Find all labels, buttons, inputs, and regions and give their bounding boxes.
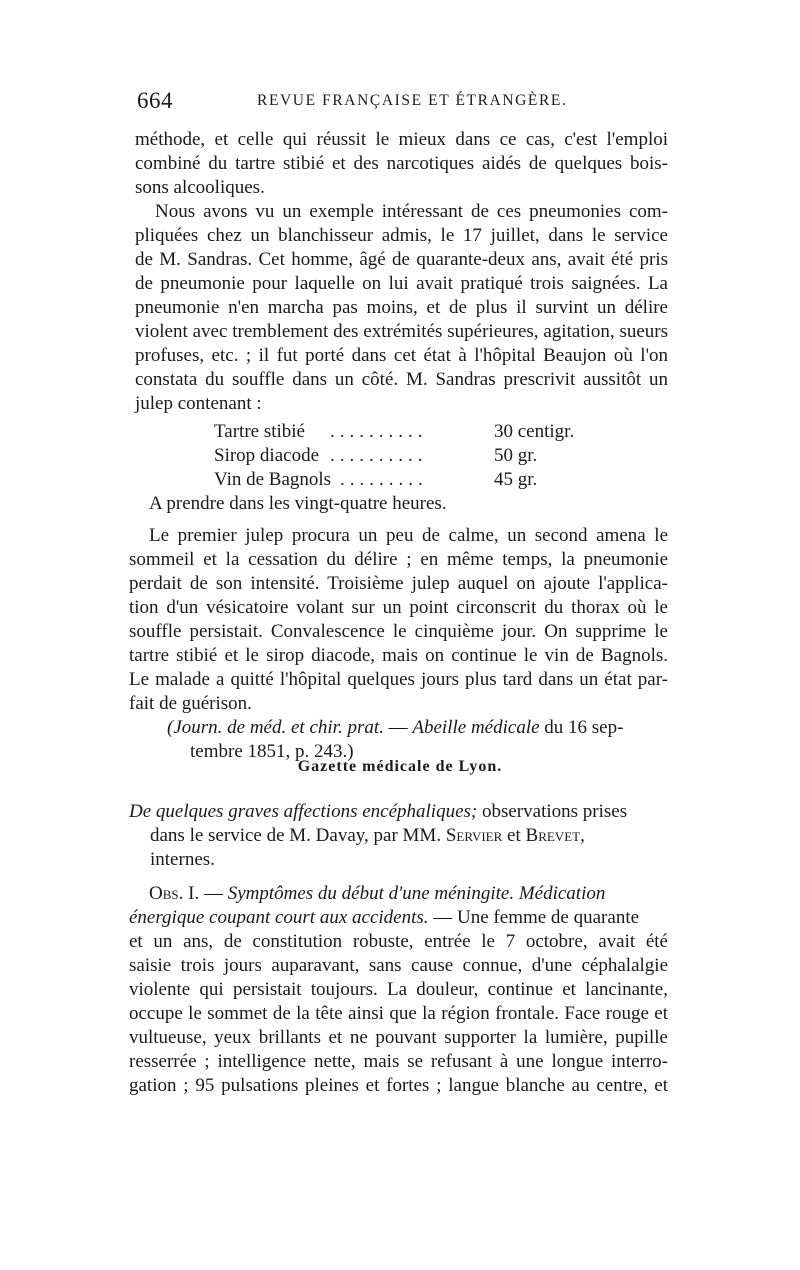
body-line: Nous avons vu un exemple intéressant de ces pneumonies com- xyxy=(155,201,668,222)
page-number: 664 xyxy=(137,88,173,113)
body-line: méthode, et celle qui réussit le mieux dans ce cas, c'est l'emploi xyxy=(135,129,668,150)
body-line: combiné du tartre stibié et des narcotiques aidés de quelques bois- xyxy=(135,153,668,174)
prescription-item-name: Vin de Bagnols xyxy=(214,469,332,490)
body-line: pneumonie n'en marcha pas moins, et de plus il survint un délire xyxy=(135,297,668,318)
citation-dash: — xyxy=(383,717,413,738)
body-line: et un ans, de constitution robuste, entrée le 7 octobre, avait été xyxy=(129,931,668,952)
prescription-item-dots: .......... xyxy=(330,445,428,466)
body-line: fait de guérison. xyxy=(129,693,252,714)
section-heading: Gazette médicale de Lyon. xyxy=(297,758,503,775)
body-line: Le premier julep procura un peu de calme, un second amena le xyxy=(149,525,668,546)
running-title: REVUE FRANÇAISE ET ÉTRANGÈRE. xyxy=(257,92,568,109)
body-line: Le malade a quitté l'hôpital quelques jours plus tard dans un état par- xyxy=(129,669,668,690)
body-line: de M. Sandras. Cet homme, âgé de quarante-deux ans, avait été pris xyxy=(135,249,668,270)
body-line: resserrée ; intelligence nette, mais se refusant à une longue interro- xyxy=(129,1051,668,1072)
prescription-item-dots: .......... xyxy=(330,421,428,442)
prescription-item-dose: 30 centigr. xyxy=(494,421,575,442)
observation-line xyxy=(129,906,668,930)
body-line: vultueuse, yeux brillants et ne pouvant supporter la lumière, pupille xyxy=(129,1027,668,1048)
citation-source: (Journ. de méd. et chir. prat. xyxy=(167,717,384,738)
author-name: Brevet xyxy=(525,825,581,846)
body-line: julep contenant : xyxy=(135,393,262,414)
page-header xyxy=(137,88,669,118)
observation-title: Symptômes du début d'une méningite. Médication xyxy=(227,883,606,904)
prescription-note: A prendre dans les vingt-quatre heures. xyxy=(149,493,447,514)
prescription-item-name: Sirop diacode xyxy=(214,445,320,466)
body-line: constata du souffle dans un côté. M. Sandras prescrivit aussitôt un xyxy=(135,369,668,390)
observation-label: Obs. I. xyxy=(149,883,200,904)
byline-and: et xyxy=(502,825,526,846)
prescription-item-dose: 45 gr. xyxy=(494,469,538,490)
observation-title: énergique coupant court aux accidents. xyxy=(129,907,429,928)
body-line: de pneumonie pour laquelle on lui avait pratiqué trois saignées. La xyxy=(135,273,668,294)
article-title-line: internes. xyxy=(150,849,215,870)
citation-line: tembre 1851, p. 243.) xyxy=(190,741,354,762)
byline-punct: , xyxy=(580,825,585,846)
article-title: De quelques graves affections encéphaliques; xyxy=(129,801,478,822)
body-line: saisie trois jours auparavant, sans cause connue, d'une céphalalgie xyxy=(129,955,668,976)
body-line: profuses, etc. ; il fut porté dans cet état à l'hôpital Beaujon où l'on xyxy=(135,345,668,366)
citation-line xyxy=(167,716,668,740)
body-line: sommeil et la cessation du délire ; en même temps, la pneumonie xyxy=(129,549,668,570)
body-line: tion d'un vésicatoire volant sur un point circonscrit du thorax où le xyxy=(129,597,668,618)
body-text: — Une femme de quarante xyxy=(428,907,640,928)
prescription-item-name: Tartre stibié xyxy=(214,421,305,442)
observation-dash: — xyxy=(199,883,228,904)
prescription-item-dose: 50 gr. xyxy=(494,445,538,466)
citation-tail: du 16 sep- xyxy=(539,717,624,738)
body-line: occupe le sommet de la tête ainsi que la région frontale. Face rouge et xyxy=(129,1003,668,1024)
article-title-rest: observations prises xyxy=(477,801,628,822)
observation-line xyxy=(149,882,668,906)
body-line: gation ; 95 pulsations pleines et fortes ; langue blanche au centre, et xyxy=(129,1075,668,1096)
body-line: violente qui persistait toujours. La douleur, continue et lancinante, xyxy=(129,979,668,1000)
body-line: pliquées chez un blanchisseur admis, le 17 juillet, dans le service xyxy=(135,225,668,246)
body-line: sons alcooliques. xyxy=(135,177,265,198)
body-line: violent avec tremblement des extrémités supérieures, agitation, sueurs xyxy=(135,321,668,342)
author-name: Servier xyxy=(445,825,503,846)
article-title-line xyxy=(129,800,668,824)
body-line: perdait de son intensité. Troisième julep auquel on ajoute l'applica- xyxy=(129,573,668,594)
prescription-item-dots: ......... xyxy=(340,469,428,490)
body-line: souffle persistait. Convalescence le cinquième jour. On supprime le xyxy=(129,621,668,642)
body-line: tartre stibié et le sirop diacode, mais on continue le vin de Bagnols. xyxy=(129,645,668,666)
article-byline: dans le service de M. Davay, par MM. xyxy=(150,825,446,846)
citation-journal: Abeille médicale xyxy=(412,717,540,738)
article-title-line xyxy=(150,824,585,848)
